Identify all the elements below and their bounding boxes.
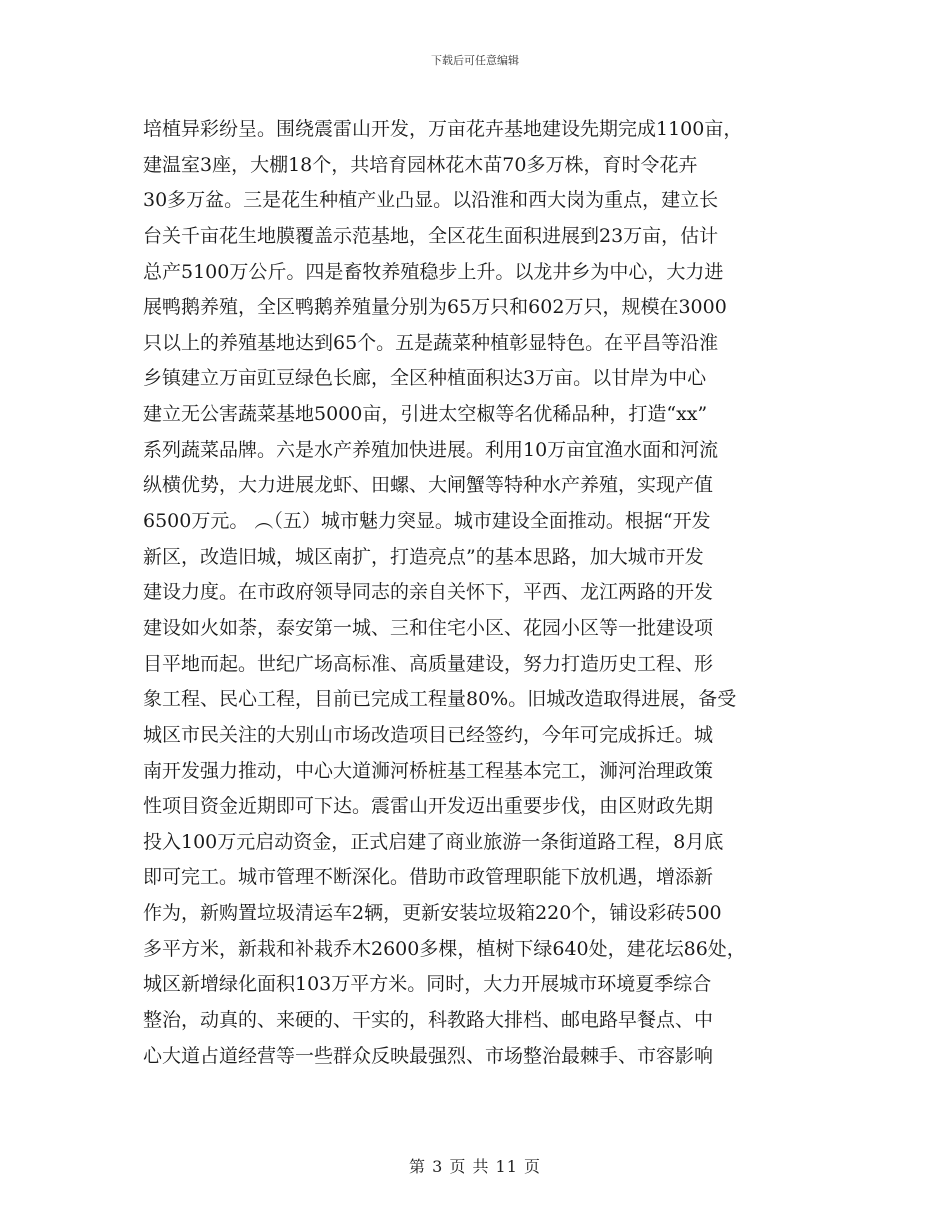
text-line: 目平地而起。世纪广场高标准、高质量建设，努力打造历史工程、形	[143, 652, 714, 675]
page-header: 下载后可任意编辑	[431, 54, 519, 67]
text-line: 系列蔬菜品牌。六是水产养殖加快进展。利用10万亩宜渔水面和河流	[143, 438, 719, 461]
text-line: 纵横优势，大力进展龙虾、田螺、大闸蟹等特种水产养殖，实现产值	[143, 474, 714, 497]
text-line: 象工程、民心工程，目前已完成工程量80%。旧城改造取得进展，备受	[143, 688, 737, 711]
text-line: 建设力度。在市政府领导同志的亲自关怀下，平西、龙江两路的开发	[143, 581, 714, 604]
body-text	[143, 112, 823, 1074]
text-line: 性项目资金近期即可下达。震雷山开发迈出重要步伐，由区财政先期	[143, 795, 714, 818]
text-line: 总产5100万公斤。四是畜牧养殖稳步上升。以龙井乡为中心，大力进	[143, 260, 724, 283]
text-line: 新区，改造旧城，城区南扩，打造亮点”的基本思路，加大城市开发	[143, 545, 704, 568]
text-line: 多平方米，新栽和补栽乔木2600多棵，植树下绿640处，建花坛86处，	[143, 937, 746, 960]
text-line: 培植异彩纷呈。围绕震雷山开发，万亩花卉基地建设先期完成1100亩，	[143, 118, 743, 140]
page-footer: 第 3 页 共 11 页	[409, 1157, 541, 1176]
text-line: 乡镇建立万亩豇豆绿色长廊，全区种植面积达3万亩。以甘岸为中心	[143, 367, 707, 390]
text-line: 整治，动真的、来硬的、干实的，科教路大排档、邮电路早餐点、中	[143, 1009, 714, 1032]
text-line: 南开发强力推动，中心大道浉河桥桩基工程基本完工，浉河治理政策	[143, 759, 714, 782]
text-line: 即可完工。城市管理不断深化。借助市政管理职能下放机遇，增添新	[143, 866, 714, 889]
text-line: 城区新增绿化面积103万平方米。同时，大力开展城市环境夏季综合	[143, 973, 712, 996]
text-line: 心大道占道经营等一些群众反映最强烈、市场整治最棘手、市容影响	[143, 1044, 714, 1067]
text-line: 只以上的养殖基地达到65个。五是蔬菜种植彰显特色。在平昌等沿淮	[143, 331, 719, 354]
text-line: 展鸭鹅养殖，全区鸭鹅养殖量分别为65万只和602万只，规模在3000	[143, 296, 727, 319]
text-line: 建设如火如荼，泰安第一城、三和住宅小区、花园小区等一批建设项	[143, 616, 714, 639]
text-line: 城区市民关注的大别山市场改造项目已经签约，今年可完成拆迁。城	[143, 723, 714, 746]
text-line: 建温室3座，大棚18个，共培育园林花木苗70多万株，育时令花卉	[143, 153, 698, 176]
text-line: 台关千亩花生地膜覆盖示范基地，全区花生面积进展到23万亩，估计	[143, 224, 719, 247]
text-line: 作为，新购置垃圾清运车2辆，更新安装垃圾箱220个，铺设彩砖500	[143, 902, 722, 925]
text-line: 建立无公害蔬菜基地5000亩，引进太空椒等名优稀品种，打造“xx”	[143, 403, 708, 426]
text-line: 投入100万元启动资金，正式启建了商业旅游一条街道路工程，8月底	[143, 830, 724, 853]
text-line: 30多万盆。三是花生种植产业凸显。以沿淮和西大岗为重点，建立长	[143, 189, 719, 212]
text-line: 6500万元。 ︵（五）城市魅力突显。城市建设全面推动。根据“开发	[143, 510, 711, 533]
